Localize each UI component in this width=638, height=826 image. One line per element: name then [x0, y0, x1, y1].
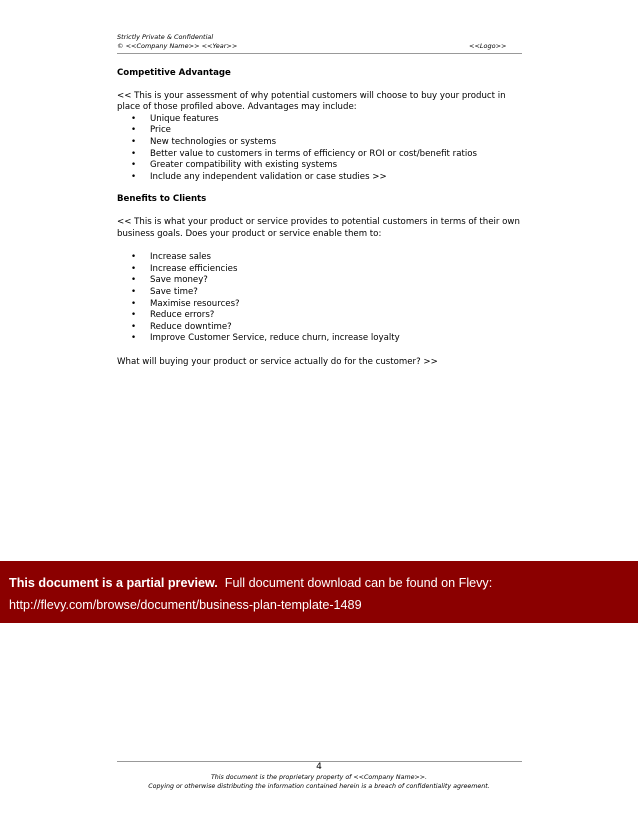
page-number: 4: [316, 762, 322, 772]
preview-banner: [0, 561, 638, 623]
proprietary-notice: This document is the proprietary property of <<Company Name>>.: [210, 774, 428, 781]
benefits-list: [117, 252, 525, 345]
list-item: • Include any independent validation or case studies >>: [117, 172, 525, 184]
logo-placeholder: <<Logo>>: [469, 42, 507, 50]
header-divider: [117, 53, 522, 54]
preview-notice-bold: This document is a partial preview.: [9, 576, 218, 590]
list-item: • Better value to customers in terms of efficiency or ROI or cost/benefit ratios: [117, 149, 525, 161]
list-item: • Improve Customer Service, reduce churn, increase loyalty: [117, 333, 525, 345]
list-item: • Save time?: [117, 287, 525, 299]
competitive-intro: << This is your assessment of why potential customers will choose to buy your product in place of those profiled above. Advantages may include:: [117, 90, 506, 113]
company-year: © <<Company Name>> <<Year>>: [117, 42, 238, 50]
document-body: [117, 68, 525, 368]
competitive-list: [117, 114, 525, 184]
list-item: • Price: [117, 125, 525, 137]
list-item: • Save money?: [117, 275, 525, 287]
benefits-closing: What will buying your product or service actually do for the customer? >>: [117, 356, 438, 367]
copy-notice: Copying or otherwise distributing the information contained herein is a breach of confidentiality agreement.: [148, 783, 490, 790]
preview-notice: [9, 576, 492, 591]
preview-notice-text: Full document download can be found on Flevy:: [224, 576, 493, 590]
list-item: • Maximise resources?: [117, 299, 525, 311]
benefits-intro: << This is what your product or service provides to potential customers in terms of their own business goals. Does your product or service enable them to:: [117, 216, 520, 239]
list-item: • Increase sales: [117, 252, 525, 264]
list-item: • Greater compatibility with existing systems: [117, 160, 525, 172]
list-item: • Unique features: [117, 114, 525, 126]
confidential-notice: Strictly Private & Confidential: [117, 33, 214, 41]
list-item: • Reduce downtime?: [117, 322, 525, 334]
benefits-heading: Benefits to Clients: [117, 194, 207, 205]
list-item: • New technologies or systems: [117, 137, 525, 149]
competitive-advantage-heading: Competitive Advantage: [117, 68, 231, 78]
list-item: • Increase efficiencies: [117, 264, 525, 276]
list-item: • Reduce errors?: [117, 310, 525, 322]
download-link[interactable]: http://flevy.com/browse/document/business-plan-template-1489: [9, 598, 362, 612]
